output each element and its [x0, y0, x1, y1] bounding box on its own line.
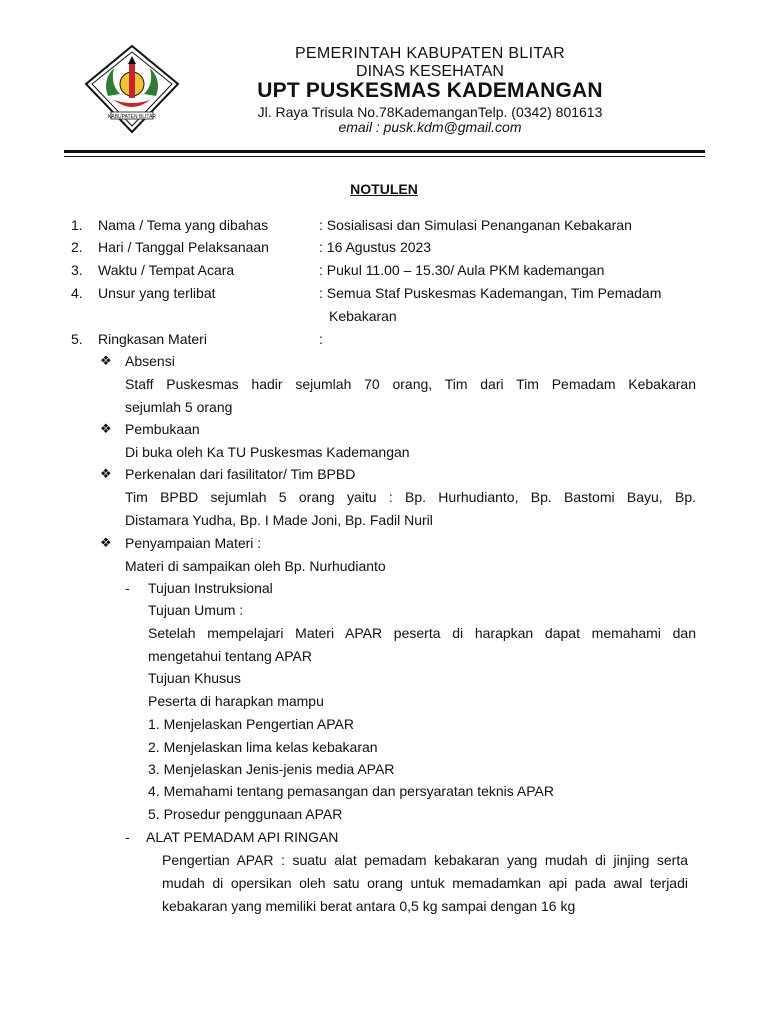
tujuan-umum-text: mengetahui tentang APAR: [148, 648, 312, 664]
list-item: 4. Memahami tentang pemasangan dan persyaratan teknis APAR: [148, 783, 554, 799]
field-number: 2.: [71, 239, 83, 255]
letterhead-institution: UPT PUSKESMAS KADEMANGAN: [257, 79, 603, 102]
absensi-text: sejumlah 5 orang: [125, 399, 233, 415]
field-value: : 16 Agustus 2023: [319, 239, 432, 255]
tujuan-instruksional-heading: Tujuan Instruksional: [148, 580, 273, 596]
list-item: 1. Menjelaskan Pengertian APAR: [148, 716, 354, 732]
header-divider-thin: [64, 156, 705, 157]
list-item: 5. Prosedur penggunaan APAR: [148, 806, 343, 822]
diamond-bullet-icon: ❖: [100, 466, 112, 481]
field-value: : Sosialisasi dan Simulasi Penanganan Kebakaran: [319, 217, 632, 233]
field-value-continued: Kebakaran: [329, 308, 397, 324]
perkenalan-text: Distamara Yudha, Bp. I Made Joni, Bp. Fadil Nuril: [125, 512, 433, 528]
tujuan-khusus-heading: Tujuan Khusus: [148, 670, 241, 686]
dash-bullet: -: [125, 829, 130, 845]
letterhead-address: Jl. Raya Trisula No.78KademanganTelp. (0342) 801613: [257, 104, 603, 120]
field-value: :: [319, 331, 323, 347]
document-title: NOTULEN: [350, 181, 418, 197]
apar-definition: mudah di opersikan oleh satu orang untuk memadamkan api pada awal terjadi: [162, 875, 688, 891]
letterhead-department: DINAS KESEHATAN: [356, 63, 504, 80]
field-number: 3.: [71, 262, 83, 278]
field-label: Nama / Tema yang dibahas: [98, 217, 269, 233]
section-heading-absensi: Absensi: [125, 353, 175, 369]
section-heading-pembukaan: Pembukaan: [125, 421, 200, 437]
tujuan-umum-heading: Tujuan Umum :: [148, 602, 244, 618]
penyampaian-text: Materi di sampaikan oleh Bp. Nurhudianto: [125, 558, 386, 574]
field-label: Waktu / Tempat Acara: [98, 262, 235, 278]
header-divider-thick: [64, 150, 705, 153]
perkenalan-text: Tim BPBD sejumlah 5 orang yaitu : Bp. Hurhudianto, Bp. Bastomi Bayu, Bp.: [125, 489, 696, 505]
list-item: 2. Menjelaskan lima kelas kebakaran: [148, 739, 378, 755]
diamond-bullet-icon: ❖: [100, 421, 112, 436]
field-number: 1.: [71, 217, 83, 233]
pembukaan-text: Di buka oleh Ka TU Puskesmas Kademangan: [125, 444, 410, 460]
kabupaten-blitar-logo: [84, 44, 180, 134]
diamond-bullet-icon: ❖: [100, 353, 112, 368]
field-label: Hari / Tanggal Pelaksanaan: [98, 239, 269, 255]
field-label: Unsur yang terlibat: [98, 285, 216, 301]
section-heading-penyampaian: Penyampaian Materi :: [125, 535, 262, 551]
field-number: 4.: [71, 285, 83, 301]
apar-heading: ALAT PEMADAM API RINGAN: [146, 829, 339, 845]
field-value: : Semua Staf Puskesmas Kademangan, Tim Pemadam: [319, 285, 662, 301]
apar-definition: Pengertian APAR : suatu alat pemadam kebakaran yang mudah di jinjing serta: [162, 852, 688, 868]
letterhead-email: email : pusk.kdm@gmail.com: [338, 119, 522, 135]
apar-definition: kebakaran yang memiliki berat antara 0,5 kg sampai dengan 16 kg: [162, 898, 576, 914]
tujuan-umum-text: Setelah mempelajari Materi APAR peserta di harapkan dapat memahami dan: [148, 625, 696, 641]
field-value: : Pukul 11.00 – 15.30/ Aula PKM kademangan: [319, 262, 605, 278]
list-item: 3. Menjelaskan Jenis-jenis media APAR: [148, 761, 395, 777]
section-heading-perkenalan: Perkenalan dari fasilitator/ Tim BPBD: [125, 466, 356, 482]
logo-caption: KABUPATEN BLITAR: [107, 114, 157, 120]
tujuan-khusus-intro: Peserta di harapkan mampu: [148, 693, 324, 709]
diamond-bullet-icon: ❖: [100, 535, 112, 550]
field-number: 5.: [71, 331, 83, 347]
absensi-text: Staff Puskesmas hadir sejumlah 70 orang, Tim dari Tim Pemadam Kebakaran: [125, 376, 696, 392]
dash-bullet: -: [125, 580, 130, 596]
letterhead-government: PEMERINTAH KABUPATEN BLITAR: [294, 45, 566, 62]
field-label: Ringkasan Materi: [98, 331, 207, 347]
